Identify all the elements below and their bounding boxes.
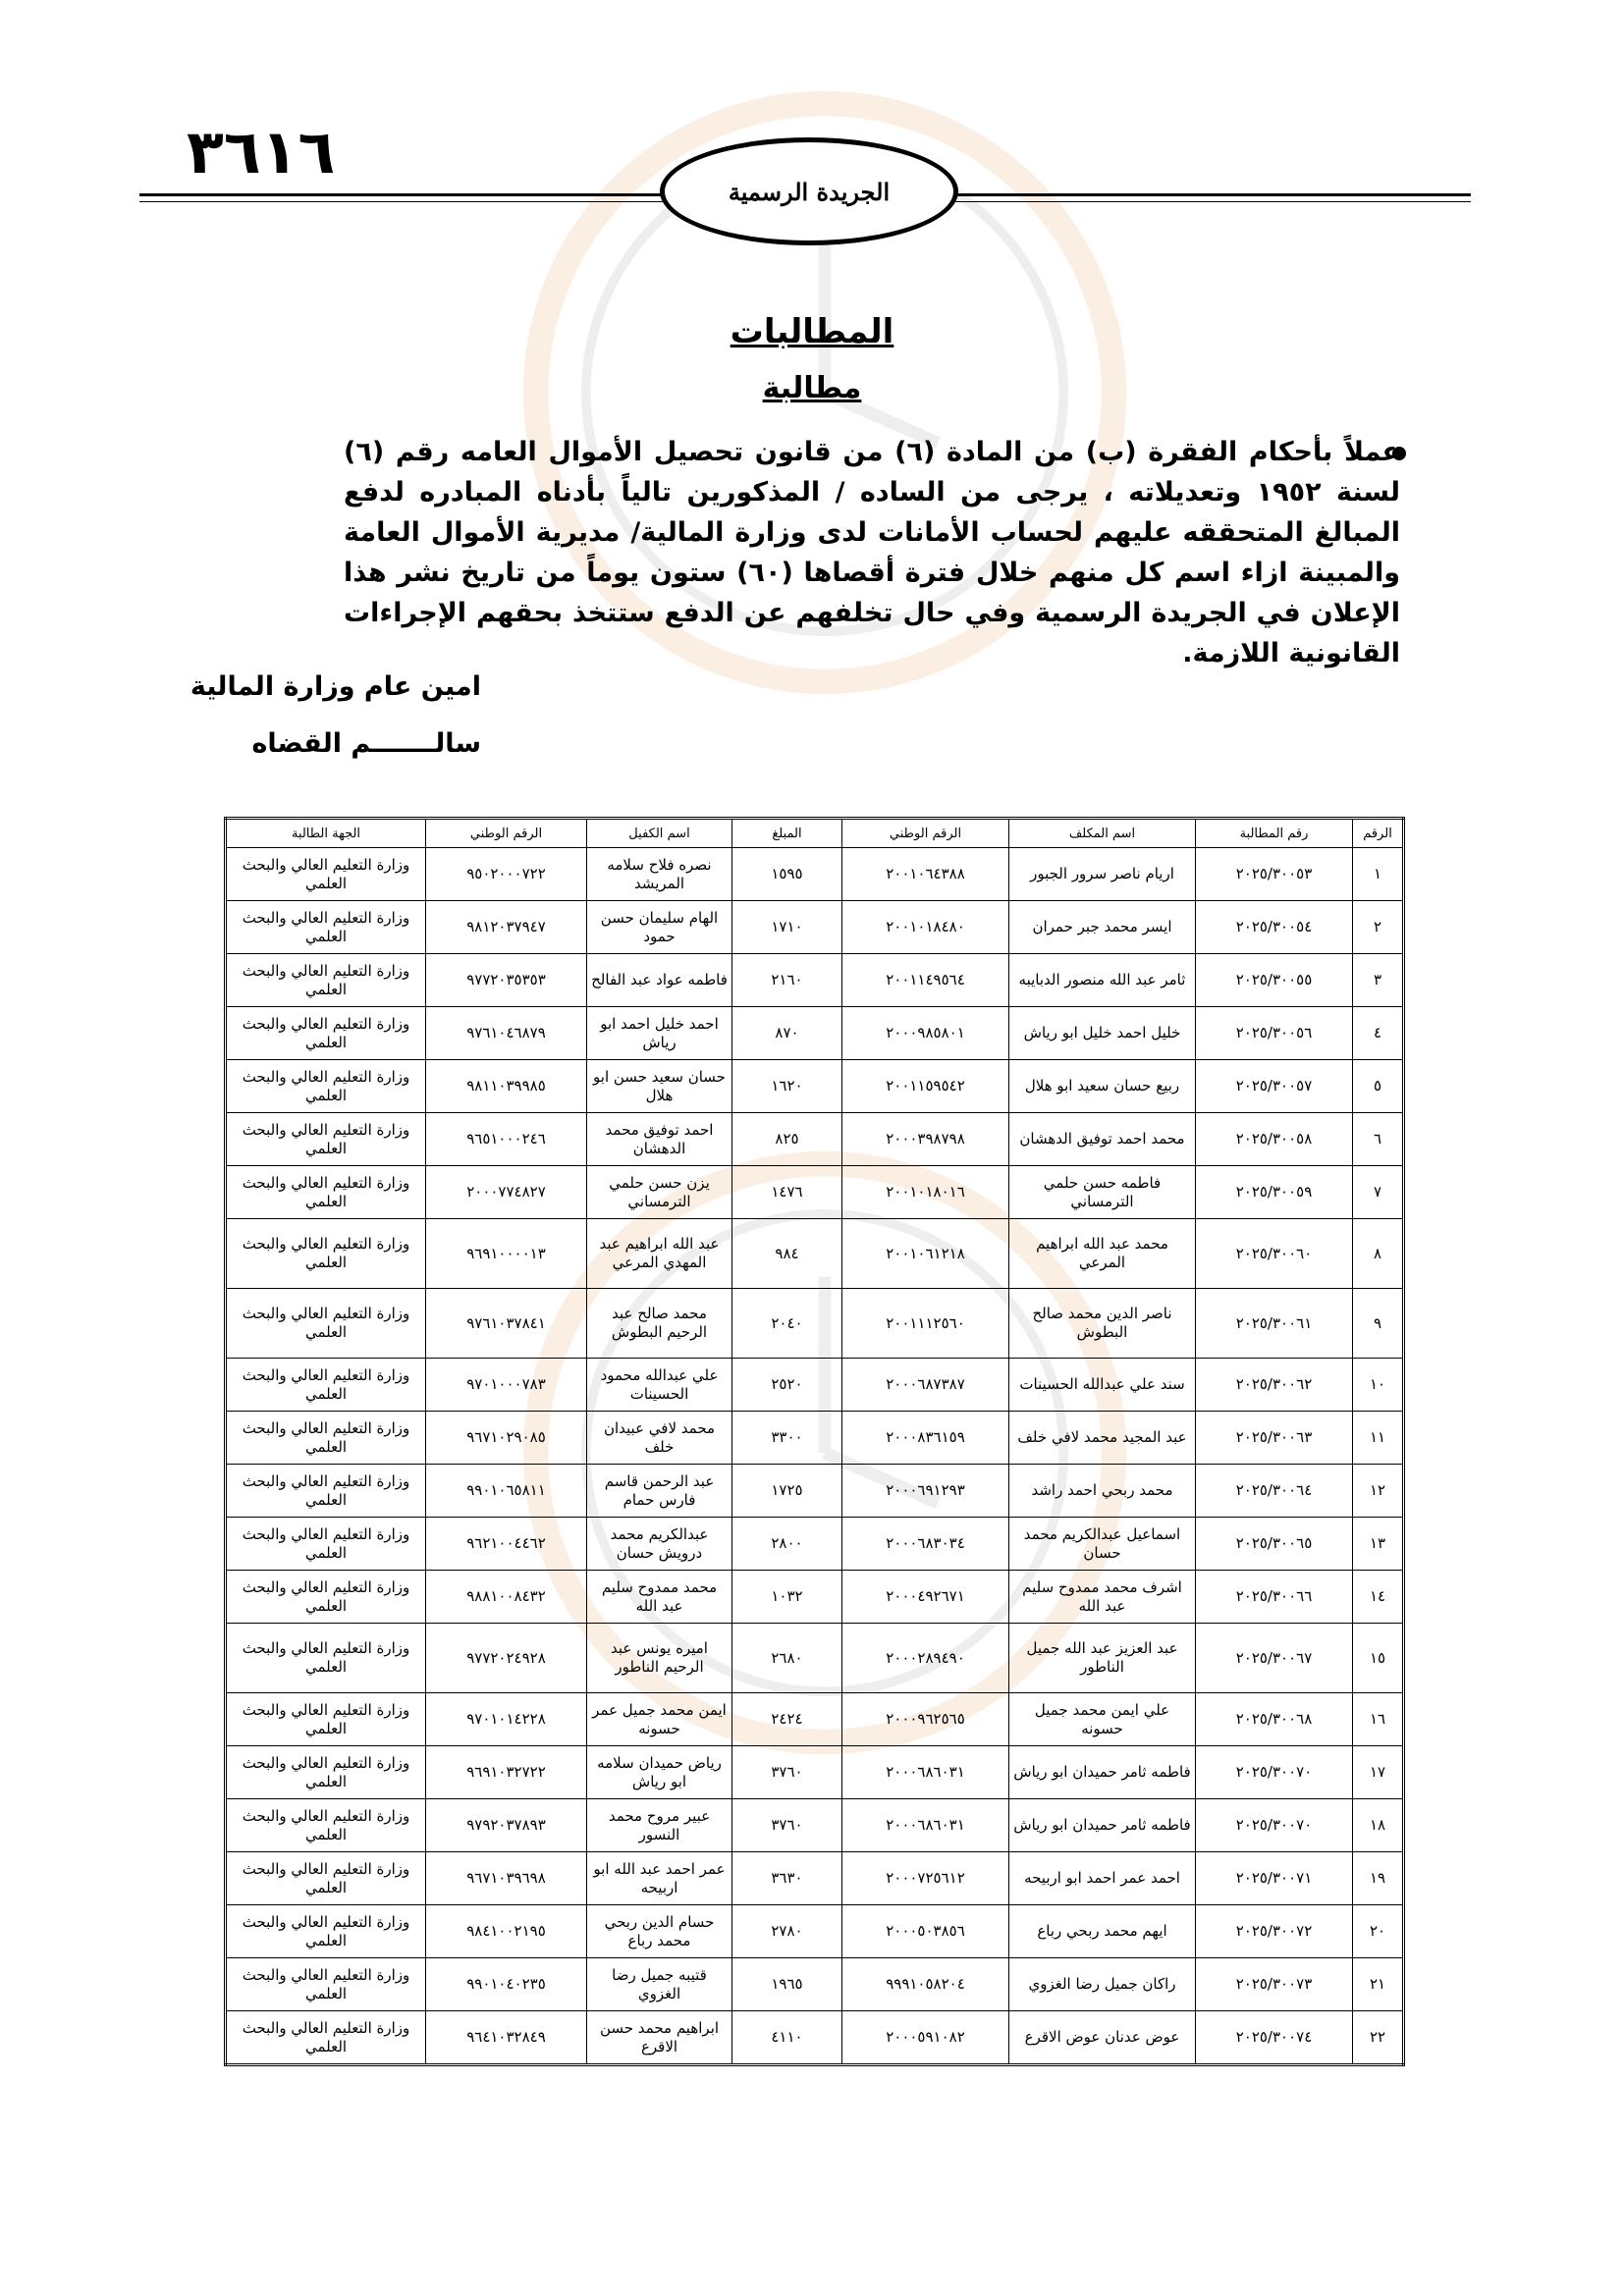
table-cell: رياض حميدان سلامه ابو رياش [587,1746,732,1799]
table-cell: ١٦ [1353,1693,1404,1746]
table-cell: راكان جميل رضا الغزوي [1009,1958,1196,2011]
table-cell: ٢٠٢٥/٣٠٠٥٤ [1196,901,1353,954]
table-cell: فاطمه ثامر حميدان ابو رياش [1009,1746,1196,1799]
table-cell: احمد خليل احمد ابو رياش [587,1007,732,1060]
table-row [226,1465,1404,1518]
table-cell: ١٩٦٥ [732,1958,842,2011]
table-cell: ٢٠٢٥/٣٠٠٦٨ [1196,1693,1353,1746]
table-cell: ٤ [1353,1007,1404,1060]
signature-position: امين عام وزارة المالية [189,671,481,702]
table-cell: ١٩ [1353,1852,1404,1905]
table-cell: احمد عمر احمد ابو اربيحه [1009,1852,1196,1905]
table-cell: ٩٧٦١٠٤٦٨٧٩ [426,1007,587,1060]
table-cell: وزارة التعليم العالي والبحث العلمي [226,848,426,901]
table-cell: محمد عبد الله ابراهيم المرعي [1009,1219,1196,1289]
table-cell: وزارة التعليم العالي والبحث العلمي [226,1571,426,1624]
table-cell: ١٥ [1353,1624,1404,1693]
table-cell: ٢٠٠١١٤٩٥٦٤ [842,954,1009,1007]
table-row [226,1799,1404,1852]
table-cell: ٩٩٠١٠٦٥٨١١ [426,1465,587,1518]
table-cell: وزارة التعليم العالي والبحث العلمي [226,2011,426,2065]
table-row [226,901,1404,954]
table-cell: ٢٠٠٠٥٠٣٨٥٦ [842,1905,1009,1958]
table-cell: اميره يونس عبد الرحيم الناطور [587,1624,732,1693]
table-cell: ٦ [1353,1113,1404,1166]
table-cell: وزارة التعليم العالي والبحث العلمي [226,1007,426,1060]
table-cell: ٢٠٢٥/٣٠٠٥٨ [1196,1113,1353,1166]
table-row [226,1113,1404,1166]
table-cell: عبد الله ابراهيم عبد المهدي المرعي [587,1219,732,1289]
table-cell: ٩٨١٢٠٣٧٩٤٧ [426,901,587,954]
table-cell: ٩٦٧١٠٣٩٦٩٨ [426,1852,587,1905]
table-cell: ٣ [1353,954,1404,1007]
page-title: المطالبات [730,312,894,351]
table-row [226,1289,1404,1359]
table-row [226,1166,1404,1219]
table-header-row [226,819,1404,848]
table-cell: ٢٠٠٠٢٨٩٤٩٠ [842,1624,1009,1693]
table-cell: محمد صالح عبد الرحيم البطوش [587,1289,732,1359]
table-cell: الهام سليمان حسن حمود [587,901,732,954]
table-row [226,2011,1404,2065]
table-cell: فاطمه عواد عبد الفالح [587,954,732,1007]
table-cell: ٢٠٢٥/٣٠٠٦٣ [1196,1412,1353,1465]
table-cell: ١٤٧٦ [732,1166,842,1219]
table-row [226,1412,1404,1465]
table-cell: ٩٦٤١٠٣٢٨٤٩ [426,2011,587,2065]
table-cell: ٢٠٠١٠١٨٠١٦ [842,1166,1009,1219]
table-cell: وزارة التعليم العالي والبحث العلمي [226,1060,426,1113]
signature-name: سالـــــــم القضاه [251,728,481,759]
table-cell: ٩٩٠١٠٤٠٢٣٥ [426,1958,587,2011]
table-cell: وزارة التعليم العالي والبحث العلمي [226,1113,426,1166]
table-row [226,1746,1404,1799]
col-header: اسم المكلف [1009,819,1196,848]
table-cell: ٢٠٢٥/٣٠٠٦٠ [1196,1219,1353,1289]
table-cell: ٢٠٠٠٦٨٦٠٣١ [842,1746,1009,1799]
table-cell: ١٧٢٥ [732,1465,842,1518]
table-cell: وزارة التعليم العالي والبحث العلمي [226,901,426,954]
table-cell: ايمن محمد جميل عمر حسونه [587,1693,732,1746]
table-cell: ٢٠٠٠٧٧٤٨٢٧ [426,1166,587,1219]
table-cell: ٩٨١١٠٣٩٩٨٥ [426,1060,587,1113]
table-cell: وزارة التعليم العالي والبحث العلمي [226,1166,426,1219]
table-cell: احمد توفيق محمد الدهشان [587,1113,732,1166]
table-cell: ٢٠٠٠٦٩١٢٩٣ [842,1465,1009,1518]
table-cell: ٢٠٢٥/٣٠٠٧٢ [1196,1905,1353,1958]
table-cell: ربيع حسان سعيد ابو هلال [1009,1060,1196,1113]
page-number: ٣٦١٦ [187,116,336,187]
table-cell: ٢٠٠١٠١٨٤٨٠ [842,901,1009,954]
table-cell: ١٧ [1353,1746,1404,1799]
table-cell: وزارة التعليم العالي والبحث العلمي [226,1958,426,2011]
gazette-emblem [660,137,958,245]
table-cell: ٢٠٢٥/٣٠٠٦١ [1196,1289,1353,1359]
table-cell: ٩٦٥١٠٠٠٢٤٦ [426,1113,587,1166]
table-cell: وزارة التعليم العالي والبحث العلمي [226,1905,426,1958]
table-cell: ٢٠٢٥/٣٠٠٦٢ [1196,1359,1353,1412]
table-cell: ٢٠ [1353,1905,1404,1958]
table-cell: ٩٧٠١٠٠٠٧٨٣ [426,1359,587,1412]
table-cell: محمد احمد توفيق الدهشان [1009,1113,1196,1166]
table-row [226,1007,1404,1060]
table-cell: محمد ممدوح سليم عبد الله [587,1571,732,1624]
table-cell: ٢٠٠١١١٢٥٦٠ [842,1289,1009,1359]
table-cell: ٢٠٢٥/٣٠٠٧١ [1196,1852,1353,1905]
table-cell: ٢٠٠٠٩٦٢٥٦٥ [842,1693,1009,1746]
table-row [226,1852,1404,1905]
table-cell: ٢٠٢٥/٣٠٠٥٣ [1196,848,1353,901]
table-cell: اسماعيل عبدالكريم محمد حسان [1009,1518,1196,1571]
table-cell: ١٥٩٥ [732,848,842,901]
table-cell: ٢٤٢٤ [732,1693,842,1746]
table-cell: ٢٠٢٥/٣٠٠٦٥ [1196,1518,1353,1571]
table-cell: ٨ [1353,1219,1404,1289]
table-cell: ١١ [1353,1412,1404,1465]
table-cell: ٢٠٢٥/٣٠٠٧٠ [1196,1746,1353,1799]
table-cell: وزارة التعليم العالي والبحث العلمي [226,1518,426,1571]
table-cell: عوض عدنان عوض الاقرع [1009,2011,1196,2065]
col-header: رقم المطالبة [1196,819,1353,848]
table-cell: ٤١١٠ [732,2011,842,2065]
table-cell: ايهم محمد ربحي رباع [1009,1905,1196,1958]
col-header: الرقم الوطني [426,819,587,848]
table-cell: وزارة التعليم العالي والبحث العلمي [226,1219,426,1289]
table-cell: ٢٠٠١١٥٩٥٤٢ [842,1060,1009,1113]
col-header: المبلغ [732,819,842,848]
table-cell: محمد ربحي احمد راشد [1009,1465,1196,1518]
table-cell: ٢٠٠٠٥٩١٠٨٢ [842,2011,1009,2065]
gazette-name: الجريدة الرسمية [728,177,891,206]
table-cell: ١٦٢٠ [732,1060,842,1113]
table-cell: ٣٦٣٠ [732,1852,842,1905]
table-cell: ٢٠٢٥/٣٠٠٦٤ [1196,1465,1353,1518]
table-cell: ٩٦٢١٠٠٤٤٦٢ [426,1518,587,1571]
table-cell: ١٣ [1353,1518,1404,1571]
table-cell: ١٠ [1353,1359,1404,1412]
table-row [226,1060,1404,1113]
table-cell: ٢٠٠٠٧٢٥٦١٢ [842,1852,1009,1905]
table-row [226,1905,1404,1958]
table-cell: ٢٠٠٠٨٣٦١٥٩ [842,1412,1009,1465]
col-header: الرقم الوطني [842,819,1009,848]
table-cell: عبير مروح محمد النسور [587,1799,732,1852]
table-cell: ٢٠٠٠٩٨٥٨٠١ [842,1007,1009,1060]
table-cell: ١٧١٠ [732,901,842,954]
table-cell: نصره فلاح سلامه المريشد [587,848,732,901]
table-cell: ٣٧٦٠ [732,1799,842,1852]
table-cell: ٣٣٠٠ [732,1412,842,1465]
table-cell: علي ايمن محمد جميل حسونه [1009,1693,1196,1746]
table-row [226,1219,1404,1289]
table-cell: وزارة التعليم العالي والبحث العلمي [226,954,426,1007]
table-cell: ١٨ [1353,1799,1404,1852]
table-cell: فاطمه ثامر حميدان ابو رياش [1009,1799,1196,1852]
table-cell: علي عبدالله محمود الحسينات [587,1359,732,1412]
table-row [226,1958,1404,2011]
table-cell: حسان سعيد حسن ابو هلال [587,1060,732,1113]
table-cell: وزارة التعليم العالي والبحث العلمي [226,1624,426,1693]
table-row [226,1518,1404,1571]
table-row [226,1359,1404,1412]
table-cell: ايسر محمد جبر حمران [1009,901,1196,954]
table-cell: وزارة التعليم العالي والبحث العلمي [226,1852,426,1905]
table-cell: ٥ [1353,1060,1404,1113]
table-cell: محمد لافي عبيدان خلف [587,1412,732,1465]
table-cell: وزارة التعليم العالي والبحث العلمي [226,1746,426,1799]
table-cell: ٢٠٠٠٦٨٧٣٨٧ [842,1359,1009,1412]
table-cell: ٢١ [1353,1958,1404,2011]
table-cell: ٢٠٠١٠٦١٢١٨ [842,1219,1009,1289]
col-header: الجهة الطالبة [226,819,426,848]
table-cell: ٢ [1353,901,1404,954]
table-cell: ٩٦٧١٠٢٩٠٨٥ [426,1412,587,1465]
table-cell: ٢٠٠١٠٦٤٣٨٨ [842,848,1009,901]
table-cell: ٢٧٨٠ [732,1905,842,1958]
col-header: اسم الكفيل [587,819,732,848]
intro-paragraph: عملاً بأحكام الفقرة (ب) من المادة (٦) من قانون تحصيل الأموال العامه رقم (٦) لسنة ١٩٥٢ وتعديلاته ، يرجى من الساده / المذكورين تالياً بأدناه المبادره لدفع المبالغ المتحققه عليهم لحساب الأمانات لدى وزارة المالية/ مديرية الأموال العامة والمبينة ازاء اسم كل منهم خلال فترة أقصاها (٦٠) ستون يوماً من تاريخ نشر هذا الإعلان في الجريدة الرسمية وفي حال تخلفهم عن الدفع ستتخذ بحقهم الإجراءات القانونية اللازمة. [344,437,1400,668]
table-cell: ٩٧٧٢٠٢٤٩٢٨ [426,1624,587,1693]
table-cell: ابراهيم محمد حسن الاقرع [587,2011,732,2065]
table-cell: ٢٥٢٠ [732,1359,842,1412]
table-cell: ٣٧٦٠ [732,1746,842,1799]
table-cell: ٢٠٢٥/٣٠٠٥٩ [1196,1166,1353,1219]
table-cell: ١٤ [1353,1571,1404,1624]
table-cell: ٩٧٩٢٠٣٧٨٩٣ [426,1799,587,1852]
table-cell: ٨٧٠ [732,1007,842,1060]
table-cell: عبدالكريم محمد درويش حسان [587,1518,732,1571]
table-cell: عبد المجيد محمد لافي خلف [1009,1412,1196,1465]
table-row [226,848,1404,901]
table-cell: ٢٨٠٠ [732,1518,842,1571]
table-cell: ٢٢ [1353,2011,1404,2065]
table-cell: ١٠٣٢ [732,1571,842,1624]
table-row [226,1571,1404,1624]
table-cell: ٨٢٥ [732,1113,842,1166]
table-cell: ١ [1353,848,1404,901]
table-cell: ٢٠٢٥/٣٠٠٦٧ [1196,1624,1353,1693]
table-cell: ٢١٦٠ [732,954,842,1007]
table-cell: ثامر عبد الله منصور الدبايبه [1009,954,1196,1007]
table-cell: وزارة التعليم العالي والبحث العلمي [226,1693,426,1746]
table-cell: ٩٨٤١٠٠٢١٩٥ [426,1905,587,1958]
table-cell: وزارة التعليم العالي والبحث العلمي [226,1799,426,1852]
table-cell: ٩٩٩١٠٥٨٢٠٤ [842,1958,1009,2011]
table-cell: ٩٧٧٢٠٣٥٣٥٣ [426,954,587,1007]
table-cell: ٢٠٢٥/٣٠٠٥٧ [1196,1060,1353,1113]
table-cell: ٢٠٢٥/٣٠٠٧٤ [1196,2011,1353,2065]
table-cell: ٢٠٠٠٦٨٣٠٣٤ [842,1518,1009,1571]
table-cell: اريام ناصر سرور الجبور [1009,848,1196,901]
table-cell: فاطمه حسن حلمي الترمساني [1009,1166,1196,1219]
table-cell: ١٢ [1353,1465,1404,1518]
table-cell: ٧ [1353,1166,1404,1219]
table-cell: ٩٥٠٢٠٠٠٧٢٢ [426,848,587,901]
table-cell: عبد الرحمن قاسم فارس حمام [587,1465,732,1518]
table-cell: عبد العزيز عبد الله جميل الناطور [1009,1624,1196,1693]
table-row [226,954,1404,1007]
col-header: الرقم [1353,819,1404,848]
table-cell: ٢٠٠٠٣٩٨٧٩٨ [842,1113,1009,1166]
table-cell: ٩٧٦١٠٣٧٨٤١ [426,1289,587,1359]
table-cell: ٢٠٢٥/٣٠٠٥٥ [1196,954,1353,1007]
table-cell: خليل احمد خليل ابو رياش [1009,1007,1196,1060]
table-cell: ٢٠٠٠٦٨٦٠٣١ [842,1799,1009,1852]
table-cell: حسام الدين ربحي محمد رباع [587,1905,732,1958]
table-cell: سند علي عبدالله الحسينات [1009,1359,1196,1412]
page-subtitle: مطالبة [762,371,862,405]
table-cell: ٩٦٩١٠٣٢٧٢٢ [426,1746,587,1799]
table-cell: ٢٠٢٥/٣٠٠٧٠ [1196,1799,1353,1852]
table-row [226,1624,1404,1693]
table-cell: ٢٠٢٥/٣٠٠٦٦ [1196,1571,1353,1624]
table-cell: ٩ [1353,1289,1404,1359]
table-cell: ٢٠٢٥/٣٠٠٧٣ [1196,1958,1353,2011]
table-cell: ٩٨٤ [732,1219,842,1289]
table-cell: اشرف محمد ممدوح سليم عبد الله [1009,1571,1196,1624]
table-cell: ٢٦٨٠ [732,1624,842,1693]
table-cell: ٩٦٩١٠٠٠٠١٣ [426,1219,587,1289]
table-row [226,1693,1404,1746]
table-cell: وزارة التعليم العالي والبحث العلمي [226,1289,426,1359]
table-cell: ٢٠٤٠ [732,1289,842,1359]
table-cell: وزارة التعليم العالي والبحث العلمي [226,1412,426,1465]
table-cell: يزن حسن حلمي الترمساني [587,1166,732,1219]
table-cell: ٢٠٠٠٤٩٢٦٧١ [842,1571,1009,1624]
table-cell: ناصر الدين محمد صالح البطوش [1009,1289,1196,1359]
table-cell: قتيبه جميل رضا الغزوي [587,1958,732,2011]
table-cell: ٢٠٢٥/٣٠٠٥٦ [1196,1007,1353,1060]
table-cell: ٩٧٠١٠١٤٢٢٨ [426,1693,587,1746]
table-cell: ٩٨٨١٠٠٨٤٣٢ [426,1571,587,1624]
claims-table [224,817,1405,2066]
table-cell: وزارة التعليم العالي والبحث العلمي [226,1359,426,1412]
table-cell: عمر احمد عبد الله ابو اربيحه [587,1852,732,1905]
table-cell: وزارة التعليم العالي والبحث العلمي [226,1465,426,1518]
